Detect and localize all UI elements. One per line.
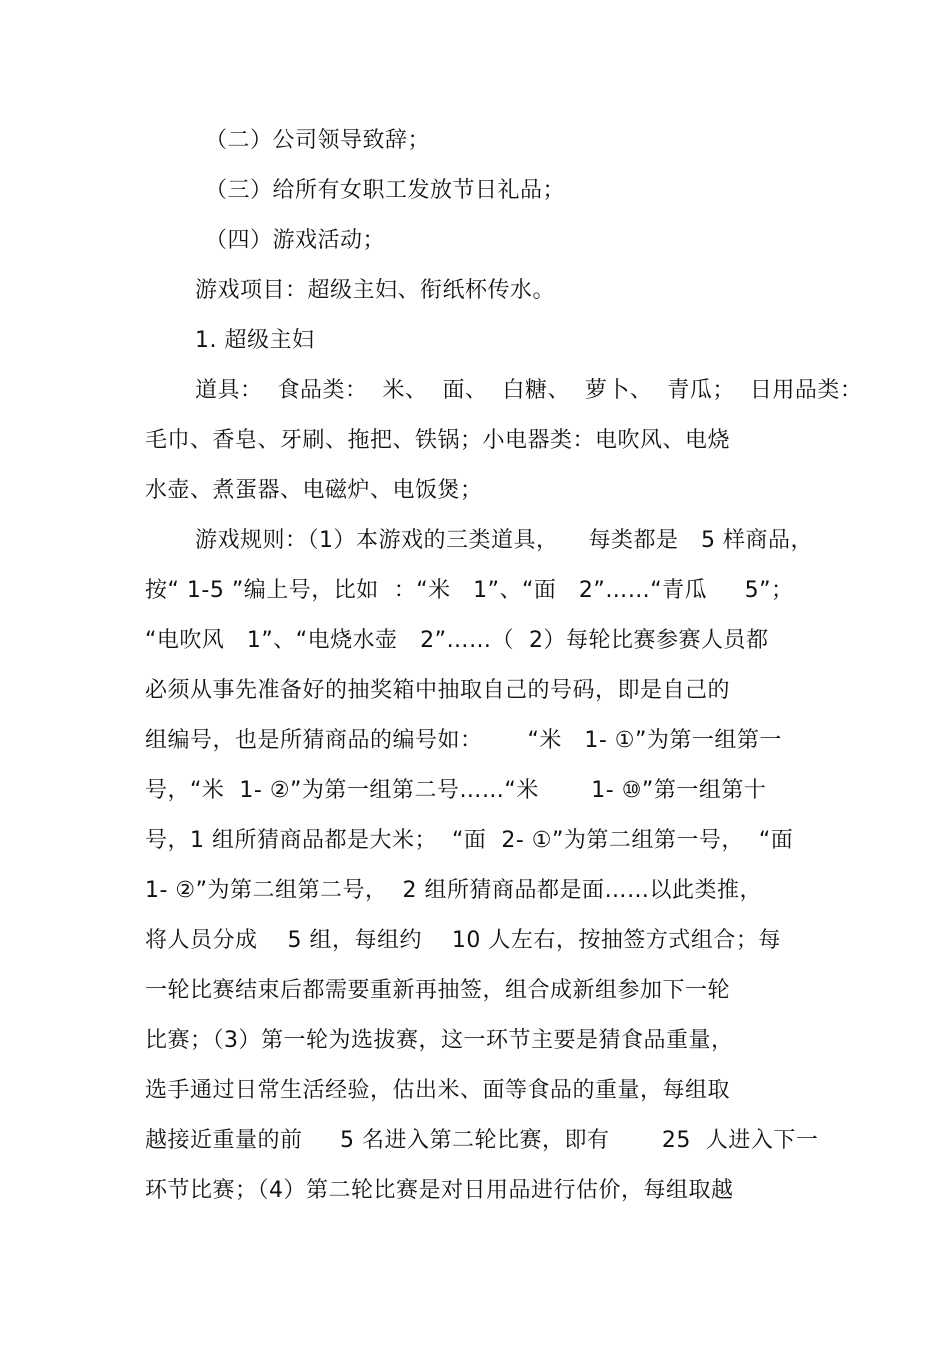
text-line: （三）给所有女职工发放节日礼品；	[205, 178, 566, 203]
text-line: 水壶、煮蛋器、电磁炉、电饭煲；	[145, 478, 483, 503]
text-line: 毛巾、香皂、牙刷、拖把、铁锅；小电器类：电吹风、电烧	[145, 428, 731, 453]
text-line: 将人员分成 5 组，每组约 10 人左右，按抽签方式组合；每	[145, 928, 781, 953]
text-line: 游戏项目：超级主妇、衔纸杯传水。	[195, 278, 556, 303]
text-line: （四）游戏活动；	[205, 228, 386, 253]
text-line: 越接近重量的前 5 名进入第二轮比赛，即有 25 人进入下一	[145, 1128, 819, 1153]
text-line: 游戏规则：（1）本游戏的三类道具， 每类都是 5 样商品，	[195, 528, 813, 553]
text-line: 按“ 1-5 ”编上号，比如 ：“米 1”、“面 2”……“青瓜 5”；	[145, 578, 794, 603]
text-line: 组编号，也是所猜商品的编号如： “米 1- ①”为第一组第一	[145, 728, 782, 753]
text-line: 1. 超级主妇	[195, 328, 315, 353]
text-line: 号，1 组所猜商品都是大米； “面 2- ①”为第二组第一号， “面	[145, 828, 794, 853]
text-line: 1- ②”为第二组第二号， 2 组所猜商品都是面……以此类推，	[145, 878, 763, 903]
text-line: 必须从事先准备好的抽奖箱中抽取自己的号码，即是自己的	[145, 678, 731, 703]
text-line: 一轮比赛结束后都需要重新再抽签，组合成新组参加下一轮	[145, 978, 731, 1003]
text-line: 选手通过日常生活经验，估出米、面等食品的重量，每组取	[145, 1078, 731, 1103]
text-line: （二）公司领导致辞；	[205, 128, 431, 153]
text-line: 环节比赛；（4）第二轮比赛是对日用品进行估价，每组取越	[145, 1178, 734, 1203]
text-line: 号，“米 1- ②”为第一组第二号……“米 1- ⑩”第一组第十	[145, 778, 767, 803]
text-line: “电吹风 1”、“电烧水壶 2”……（ 2）每轮比赛参赛人员都	[145, 628, 769, 653]
text-line: 比赛；（3）第一轮为选拔赛，这一环节主要是猜食品重量，	[145, 1028, 734, 1053]
text-line: 道具： 食品类： 米、 面、 白糖、 萝卜、 青瓜； 日用品类：	[195, 378, 863, 403]
